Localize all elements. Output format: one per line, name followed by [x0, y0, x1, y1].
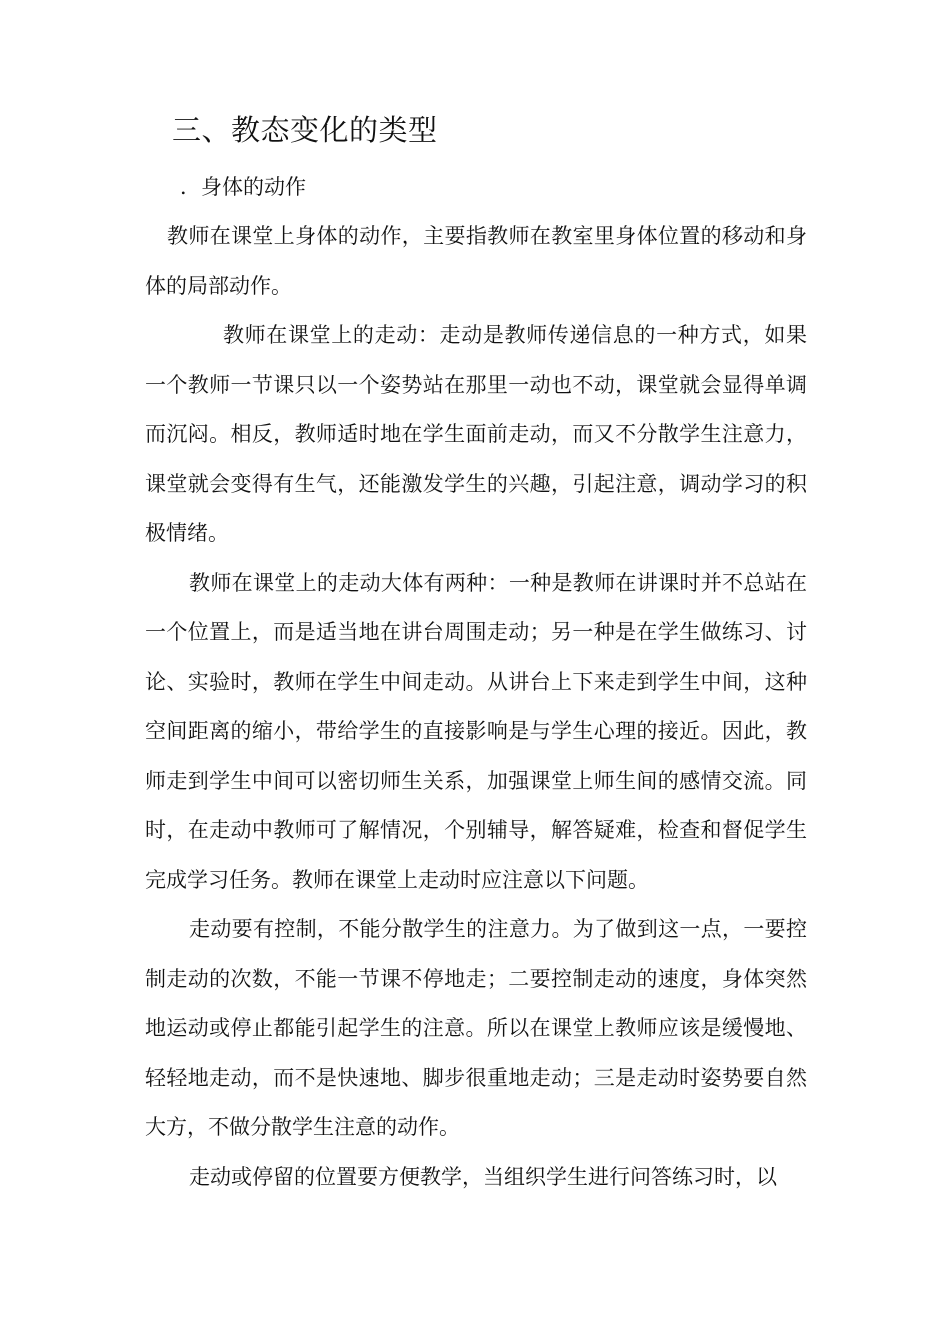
body-text: [145, 212, 807, 1202]
subsection-heading: ．身体的动作: [180, 175, 306, 199]
paragraph: 走动或停留的位置要方便教学，当组织学生进行问答练习时，以: [189, 1164, 777, 1189]
paragraph: 教师在课堂上的走动：走动是教师传递信息的一种方式，如果一个教师一节课只以一个姿势站在那里一动也不动，课堂就会显得单调而沉闷。相反，教师适时地在学生面前走动，而又不分散学生注意力，课堂就会变得有生气，还能激发学生的兴趣，引起注意，调动学习的积极情绪。: [145, 323, 807, 545]
paragraph: 教师在课堂上的走动大体有两种：一种是教师在讲课时并不总站在一个位置上，而是适当地在讲台周围走动；另一种是在学生做练习、讨论、实验时，教师在学生中间走动。从讲台上下来走到学生中间，这种空间距离的缩小，带给学生的直接影响是与学生心理的接近。因此，教师走到学生中间可以密切师生关系，加强课堂上师生间的感情交流。同时，在走动中教师可了解情况，个别辅导，解答疑难，检查和督促学生完成学习任务。教师在课堂上走动时应注意以下问题。: [145, 570, 807, 892]
section-heading: 三、教态变化的类型: [172, 113, 438, 147]
paragraph: 走动要有控制，不能分散学生的注意力。为了做到这一点，一要控制走动的次数，不能一节课不停地走；二要控制走动的速度，身体突然地运动或停止都能引起学生的注意。所以在课堂上教师应该是缓慢地、轻轻地走动，而不是快速地、脚步很重地走动；三是走动时姿势要自然大方，不做分散学生注意的动作。: [145, 917, 807, 1139]
paragraph: 教师在课堂上身体的动作，主要指教师在教室里身体位置的移动和身体的局部动作。: [145, 224, 807, 298]
